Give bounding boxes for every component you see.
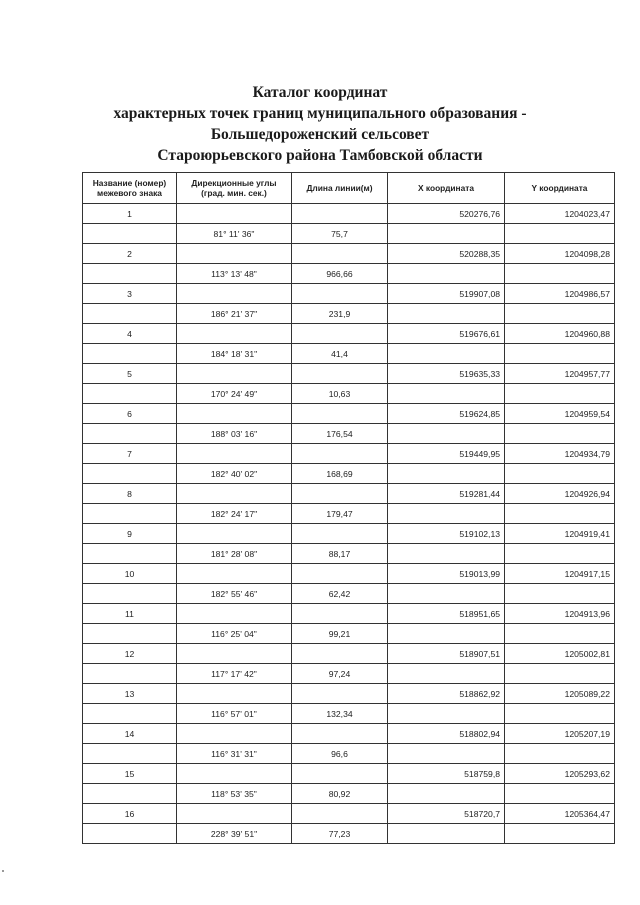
empty-cell xyxy=(83,624,177,644)
empty-cell xyxy=(292,404,388,424)
x-coordinate-cell: 518862,92 xyxy=(388,684,505,704)
empty-cell xyxy=(177,644,292,664)
table-header-row xyxy=(83,173,615,204)
y-coordinate-cell: 1204934,79 xyxy=(505,444,615,464)
table-row-point xyxy=(83,484,615,504)
empty-cell xyxy=(388,824,505,844)
empty-cell xyxy=(292,324,388,344)
title-line-4: Староюрьевского района Тамбовской области xyxy=(157,147,483,164)
empty-cell xyxy=(388,304,505,324)
table-row-segment xyxy=(83,664,615,684)
x-coordinate-cell: 520276,76 xyxy=(388,204,505,224)
empty-cell xyxy=(292,644,388,664)
table-body xyxy=(83,204,615,844)
point-name-cell: 7 xyxy=(83,444,177,464)
empty-cell xyxy=(388,744,505,764)
table-row-point xyxy=(83,364,615,384)
x-coordinate-cell: 519281,44 xyxy=(388,484,505,504)
table-row-segment xyxy=(83,424,615,444)
table-row-point xyxy=(83,284,615,304)
empty-cell xyxy=(83,304,177,324)
table-row-point xyxy=(83,204,615,224)
empty-cell xyxy=(505,664,615,684)
table-row-segment xyxy=(83,824,615,844)
point-name-cell: 12 xyxy=(83,644,177,664)
title-line-1: Каталог координат xyxy=(252,84,388,101)
direction-angle-cell: 116° 57' 01" xyxy=(177,704,292,724)
empty-cell xyxy=(177,364,292,384)
y-coordinate-cell: 1204917,15 xyxy=(505,564,615,584)
header-line-length: Длина линии(м) xyxy=(292,173,388,204)
y-coordinate-cell: 1205002,81 xyxy=(505,644,615,664)
empty-cell xyxy=(83,504,177,524)
empty-cell xyxy=(177,324,292,344)
empty-cell xyxy=(505,464,615,484)
direction-angle-cell: 182° 24' 17" xyxy=(177,504,292,524)
empty-cell xyxy=(292,724,388,744)
x-coordinate-cell: 519676,61 xyxy=(388,324,505,344)
point-name-cell: 10 xyxy=(83,564,177,584)
line-length-cell: 132,34 xyxy=(292,704,388,724)
empty-cell xyxy=(292,764,388,784)
empty-cell xyxy=(83,704,177,724)
line-length-cell: 179,47 xyxy=(292,504,388,524)
y-coordinate-cell: 1204023,47 xyxy=(505,204,615,224)
y-coordinate-cell: 1204960,88 xyxy=(505,324,615,344)
table-row-point xyxy=(83,564,615,584)
point-name-cell: 6 xyxy=(83,404,177,424)
direction-angle-cell: 170° 24' 49" xyxy=(177,384,292,404)
line-length-cell: 41,4 xyxy=(292,344,388,364)
scan-speck xyxy=(2,870,4,872)
direction-angle-cell: 116° 31' 31" xyxy=(177,744,292,764)
empty-cell xyxy=(505,264,615,284)
point-name-cell: 3 xyxy=(83,284,177,304)
empty-cell xyxy=(177,564,292,584)
x-coordinate-cell: 518907,51 xyxy=(388,644,505,664)
point-name-cell: 9 xyxy=(83,524,177,544)
x-coordinate-cell: 518759,8 xyxy=(388,764,505,784)
y-coordinate-cell: 1204919,41 xyxy=(505,524,615,544)
header-x-coordinate: X координата xyxy=(388,173,505,204)
empty-cell xyxy=(83,424,177,444)
direction-angle-cell: 182° 40' 02" xyxy=(177,464,292,484)
empty-cell xyxy=(388,504,505,524)
table-row-point xyxy=(83,804,615,824)
empty-cell xyxy=(388,584,505,604)
empty-cell xyxy=(292,604,388,624)
document-title xyxy=(60,82,580,166)
empty-cell xyxy=(388,224,505,244)
direction-angle-cell: 188° 03' 16" xyxy=(177,424,292,444)
table-row-segment xyxy=(83,304,615,324)
direction-angle-cell: 116° 25' 04" xyxy=(177,624,292,644)
point-name-cell: 14 xyxy=(83,724,177,744)
table-row-point xyxy=(83,604,615,624)
table-row-segment xyxy=(83,784,615,804)
empty-cell xyxy=(83,584,177,604)
table-row-point xyxy=(83,444,615,464)
empty-cell xyxy=(177,524,292,544)
y-coordinate-cell: 1205089,22 xyxy=(505,684,615,704)
header-y-coordinate: Y координата xyxy=(505,173,615,204)
point-name-cell: 16 xyxy=(83,804,177,824)
empty-cell xyxy=(177,444,292,464)
table-row-segment xyxy=(83,624,615,644)
x-coordinate-cell: 520288,35 xyxy=(388,244,505,264)
empty-cell xyxy=(83,824,177,844)
table-row-segment xyxy=(83,584,615,604)
y-coordinate-cell: 1204959,54 xyxy=(505,404,615,424)
empty-cell xyxy=(292,564,388,584)
x-coordinate-cell: 519635,33 xyxy=(388,364,505,384)
empty-cell xyxy=(388,344,505,364)
point-name-cell: 13 xyxy=(83,684,177,704)
empty-cell xyxy=(505,304,615,324)
header-point-name: Название (номер) межевого знака xyxy=(83,173,177,204)
table-row-segment xyxy=(83,744,615,764)
empty-cell xyxy=(177,684,292,704)
line-length-cell: 96,6 xyxy=(292,744,388,764)
empty-cell xyxy=(177,284,292,304)
empty-cell xyxy=(177,724,292,744)
line-length-cell: 10,63 xyxy=(292,384,388,404)
direction-angle-cell: 81° 11' 36" xyxy=(177,224,292,244)
direction-angle-cell: 228° 39' 51" xyxy=(177,824,292,844)
table-row-point xyxy=(83,644,615,664)
direction-angle-cell: 117° 17' 42" xyxy=(177,664,292,684)
empty-cell xyxy=(83,224,177,244)
table-row-segment xyxy=(83,464,615,484)
empty-cell xyxy=(83,264,177,284)
header-direction-angle: Дирекционные углы (град. мин. сек.) xyxy=(177,173,292,204)
empty-cell xyxy=(177,804,292,824)
line-length-cell: 168,69 xyxy=(292,464,388,484)
point-name-cell: 15 xyxy=(83,764,177,784)
empty-cell xyxy=(388,264,505,284)
direction-angle-cell: 186° 21' 37" xyxy=(177,304,292,324)
empty-cell xyxy=(292,484,388,504)
empty-cell xyxy=(388,704,505,724)
table-row-segment xyxy=(83,264,615,284)
direction-angle-cell: 113° 13' 48" xyxy=(177,264,292,284)
table-row-segment xyxy=(83,504,615,524)
empty-cell xyxy=(177,244,292,264)
x-coordinate-cell: 519624,85 xyxy=(388,404,505,424)
line-length-cell: 80,92 xyxy=(292,784,388,804)
x-coordinate-cell: 519907,08 xyxy=(388,284,505,304)
empty-cell xyxy=(292,444,388,464)
line-length-cell: 176,54 xyxy=(292,424,388,444)
empty-cell xyxy=(388,424,505,444)
line-length-cell: 966,66 xyxy=(292,264,388,284)
point-name-cell: 2 xyxy=(83,244,177,264)
table-row-point xyxy=(83,724,615,744)
title-line-3: Большедороженский сельсовет xyxy=(210,126,430,143)
title-line-2: характерных точек границ муниципального образования - xyxy=(113,105,527,122)
point-name-cell: 4 xyxy=(83,324,177,344)
empty-cell xyxy=(505,704,615,724)
line-length-cell: 99,21 xyxy=(292,624,388,644)
empty-cell xyxy=(83,664,177,684)
empty-cell xyxy=(177,604,292,624)
x-coordinate-cell: 519102,13 xyxy=(388,524,505,544)
point-name-cell: 8 xyxy=(83,484,177,504)
empty-cell xyxy=(292,204,388,224)
x-coordinate-cell: 518720,7 xyxy=(388,804,505,824)
empty-cell xyxy=(83,544,177,564)
y-coordinate-cell: 1204098,28 xyxy=(505,244,615,264)
y-coordinate-cell: 1204986,57 xyxy=(505,284,615,304)
empty-cell xyxy=(505,744,615,764)
empty-cell xyxy=(292,364,388,384)
x-coordinate-cell: 519013,99 xyxy=(388,564,505,584)
table-row-segment xyxy=(83,344,615,364)
table-row-point xyxy=(83,684,615,704)
empty-cell xyxy=(388,464,505,484)
empty-cell xyxy=(83,784,177,804)
direction-angle-cell: 181° 28' 08" xyxy=(177,544,292,564)
empty-cell xyxy=(292,684,388,704)
empty-cell xyxy=(505,504,615,524)
line-length-cell: 231,9 xyxy=(292,304,388,324)
direction-angle-cell: 184° 18' 31" xyxy=(177,344,292,364)
empty-cell xyxy=(505,584,615,604)
empty-cell xyxy=(292,244,388,264)
empty-cell xyxy=(505,424,615,444)
point-name-cell: 11 xyxy=(83,604,177,624)
y-coordinate-cell: 1205364,47 xyxy=(505,804,615,824)
empty-cell xyxy=(505,224,615,244)
empty-cell xyxy=(505,344,615,364)
y-coordinate-cell: 1205207,19 xyxy=(505,724,615,744)
y-coordinate-cell: 1204926,94 xyxy=(505,484,615,504)
empty-cell xyxy=(388,784,505,804)
line-length-cell: 88,17 xyxy=(292,544,388,564)
y-coordinate-cell: 1204957,77 xyxy=(505,364,615,384)
empty-cell xyxy=(83,384,177,404)
table-row-segment xyxy=(83,544,615,564)
table-row-segment xyxy=(83,704,615,724)
empty-cell xyxy=(177,484,292,504)
line-length-cell: 97,24 xyxy=(292,664,388,684)
empty-cell xyxy=(505,784,615,804)
point-name-cell: 1 xyxy=(83,204,177,224)
direction-angle-cell: 182° 55' 46" xyxy=(177,584,292,604)
empty-cell xyxy=(292,524,388,544)
table-row-point xyxy=(83,404,615,424)
empty-cell xyxy=(177,764,292,784)
empty-cell xyxy=(177,204,292,224)
line-length-cell: 77,23 xyxy=(292,824,388,844)
table-row-point xyxy=(83,524,615,544)
table-row-point xyxy=(83,244,615,264)
empty-cell xyxy=(388,664,505,684)
empty-cell xyxy=(505,544,615,564)
x-coordinate-cell: 518951,65 xyxy=(388,604,505,624)
empty-cell xyxy=(505,824,615,844)
empty-cell xyxy=(292,284,388,304)
point-name-cell: 5 xyxy=(83,364,177,384)
empty-cell xyxy=(505,384,615,404)
empty-cell xyxy=(388,624,505,644)
empty-cell xyxy=(292,804,388,824)
line-length-cell: 62,42 xyxy=(292,584,388,604)
empty-cell xyxy=(388,544,505,564)
coordinate-catalog-table xyxy=(82,172,615,844)
empty-cell xyxy=(83,464,177,484)
y-coordinate-cell: 1205293,62 xyxy=(505,764,615,784)
table-row-point xyxy=(83,324,615,344)
empty-cell xyxy=(83,344,177,364)
table-row-segment xyxy=(83,384,615,404)
empty-cell xyxy=(177,404,292,424)
direction-angle-cell: 118° 53' 35" xyxy=(177,784,292,804)
table-row-segment xyxy=(83,224,615,244)
line-length-cell: 75,7 xyxy=(292,224,388,244)
empty-cell xyxy=(388,384,505,404)
empty-cell xyxy=(83,744,177,764)
x-coordinate-cell: 518802,94 xyxy=(388,724,505,744)
x-coordinate-cell: 519449,95 xyxy=(388,444,505,464)
table-row-point xyxy=(83,764,615,784)
y-coordinate-cell: 1204913,96 xyxy=(505,604,615,624)
empty-cell xyxy=(505,624,615,644)
